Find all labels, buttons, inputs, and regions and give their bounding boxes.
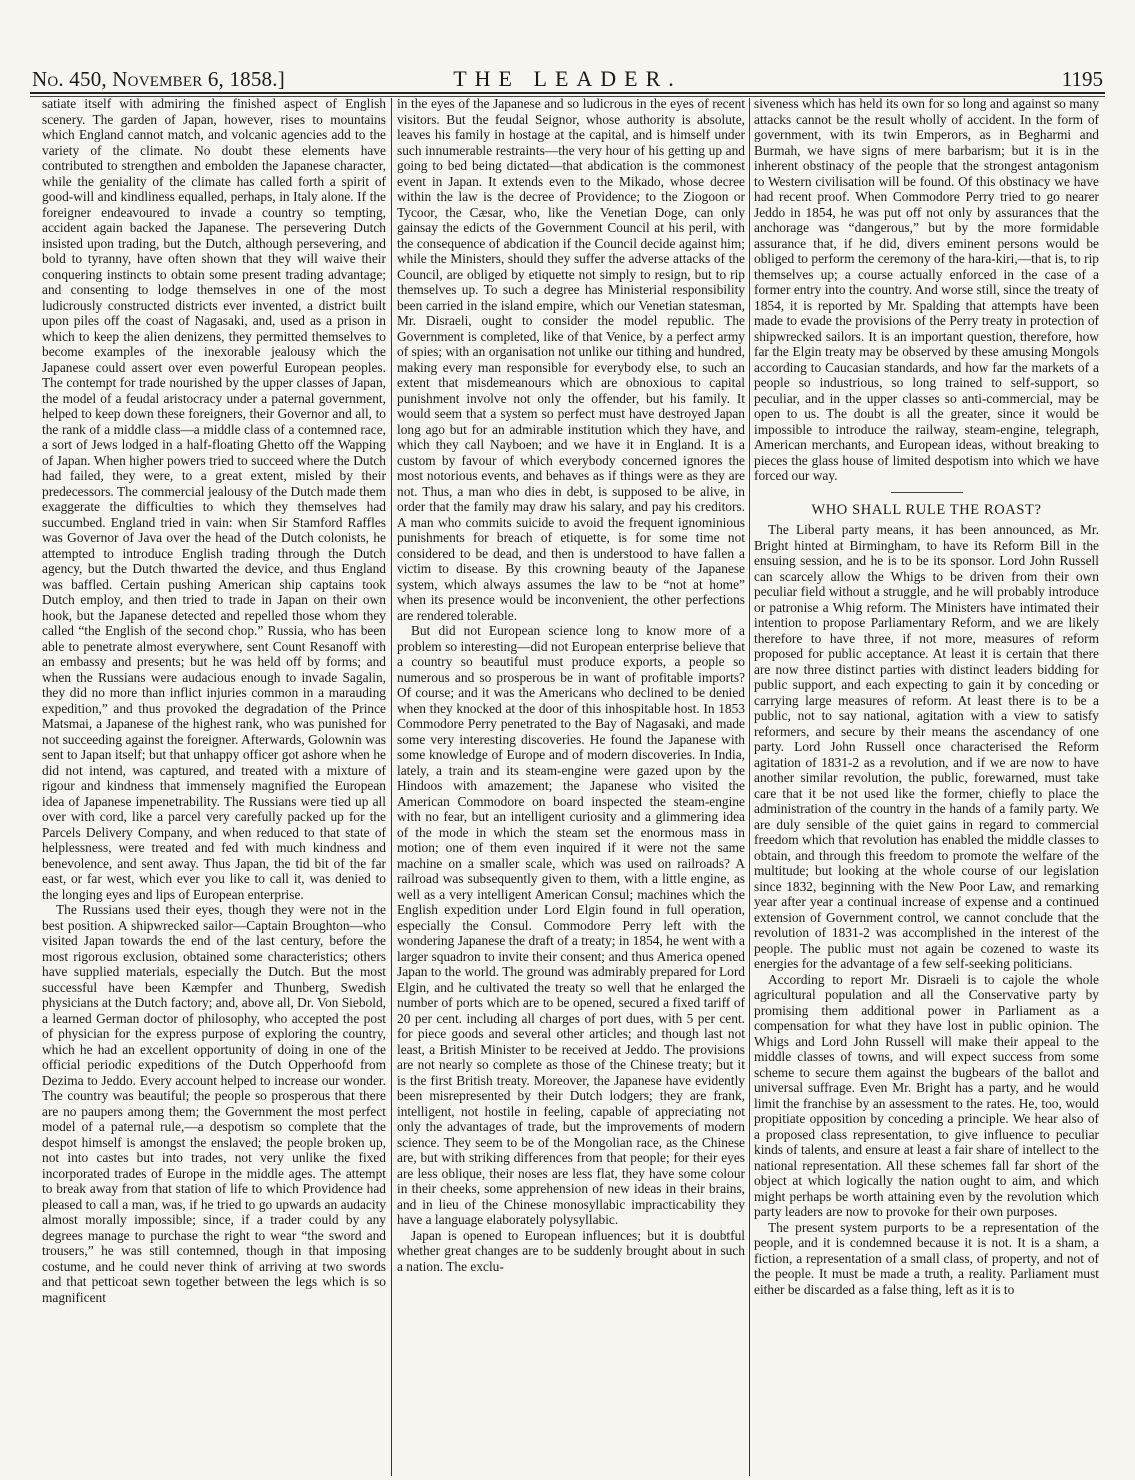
article-paragraph: The present system purports to be a representation of the people, and it is condemned because it is not. It is a sham, a fiction, a representation of a small class, of property, and not of the people. It must be made a truth, a reality. Parliament must either be discarded as a false thing, left as it is to	[754, 1219, 1099, 1297]
article-paragraph: Japan is opened to European influences; but it is doubtful whether great changes are to be suddenly brought about in such a nation. The exclu-	[397, 1227, 745, 1274]
article-paragraph: The Liberal party means, it has been announced, as Mr. Bright hinted at Birmingham, to have its Reform Bill in the ensuing session, and he is to be its sponsor. Lord John Russell can scarcely allow the Whigs to be driven from their own peculiar field without a struggle, and he will probably introduce or patronise a Whig reform. The Ministers have intimated their intention to propose Parliamentary Reform, and we are likely therefore to have three, if not more, measures of reform proposed for public acceptance. At least it is certain that there are now three distinct parties with distinct leaders bidding for public support, and each expecting to gain it by conceding or carrying large measures of reform. At least there is to be a public, not to say national, agitation with a view to satisfy reformers, and secure by their means the ascendancy of one party. Lord John Russell once characterised the Reform agitation of 1831-2 as a revolution, and if we are now to have another similar revolution, the public, forewarned, must take care that it be not used like the former, chiefly to place the administration of the country in the hands of a family party. We are duly sensible of the quiet gains in regard to commercial freedom which that revolution has enabled the middle classes to obtain, and through this freedom to promote the welfare of the multitude; but looking at the whole course of our legislation since 1832, beginning with the New Poor Law, and remarking year after year a continual increase of expense and a continued extension of Government control, we cannot conclude that the revolution of 1831-2 was accomplished in the interest of the people. The public must not again be cozened to waste its energies for the advantage of a few self-seeking politicians.	[754, 522, 1099, 971]
article-paragraph: But did not European science long to know more of a problem so interesting—did not European enterprise believe that a country so beautiful must produce exports, a people so numerous and so prosperous be in want of profitable imports? Of course; and it was the Americans who declined to be denied when they knocked at the door of this inhospitable host. In 1853 Commodore Perry penetrated to the Bay of Nagasaki, and made some very interesting discoveries. He found the Japanese with some knowledge of Europe and of modern discoveries. In India, lately, a train and its steam-engine were gazed upon by the Hindoos with amazement; the Japanese who visited the American Commodore on board inspected the steam-engine with no fear, but an intelligent curiosity and a glimmering idea of the mode in which the steam set the enormous mass in motion; one of them even inquired if it were not the same machine on a smaller scale, which was used on railroads? A railroad was subsequently given to them, with a little engine, as well as a very intelligent American Consul; machines which the English expedition under Lord Elgin found in full operation, especially the Consul. Commodore Perry left with the wondering Japanese the draft of a treaty; in 1854, he went with a larger squadron to invite their consent; and thus America opened Japan to the world. The ground was admirably prepared for Lord Elgin, and he cultivated the treaty so well that he enlarged the number of ports which are to be opened, secured a fixed tariff of 20 per cent. including all charges of port dues, with 5 per cent. for piece goods and several other articles; and though last not least, a British Minister to be received at Jeddo. The provisions are not nearly so complete as those of the Chinese treaty; but it is the first British treaty. Moreover, the Japanese have evidently been misrepresented by their Dutch lodgers; they are frank, intelligent, not hostile in feeling, capable of appreciating not only the advantages of trade, but the improvements of modern science. They seem to be of the Mongolian race, as the Chinese are, but with striking differences from that people; for their eyes are less oblique, their noses are less flat, they have some colour in their cheeks, some apprehension of new ideas in their brains, and in lieu of the Chinese monosyllabic impracticability they have a language elaborately polysyllabic.	[397, 623, 745, 1227]
article-paragraph: According to report Mr. Disraeli is to cajole the whole agricultural population and all the Conservative party by promising them additional power in Parliament as a compensation for what they have lost in public opinion. The Whigs and Lord John Russell will make their appeal to the middle classes of towns, and will expect success from some scheme to secure them against the bugbears of the ballot and universal suffrage. Even Mr. Bright has a party, and he would limit the franchise by an assessment to the rates. He, too, would propitiate opposition by conceding a principle. We hear also of a proposed class representation, to give influence to peculiar kinds of talents, and ensure at least a fair share of intellect to the national representation. All these schemes fall far short of the object at which logically the nation ought to aim, and which might perhaps be worth attaining even by the revolution which party leaders are now to provoke for their own purposes.	[754, 971, 1099, 1219]
article-paragraph: The Russians used their eyes, though they were not in the best position. A shipwrecked sailor—Captain Broughton—who visited Japan towards the end of the last century, before the most rigorous exclusion, obtained some characteristics; others have supplied materials, especially the Dutch. But the most successful have been Kæmpfer and Thunberg, Swedish physicians at the Dutch factory; and, above all, Dr. Von Siebold, a learned German doctor of philosophy, who accepted the post of physician for the express purpose of exploring the country, which he had an excellent opportunity of doing in one of the official periodic expeditions of the Dutch Opperhoofd from Dezima to Jeddo. Every account helped to increase our wonder. The country was beautiful; the people so prosperous that there are no paupers among them; the Government the most perfect model of a paternal rule,—a despotism so complete that the despot himself is amongst the enslaved; the people broken up, not into castes but into trades, not very unlike the fixed incorporated trades of Europe in the middle ages. The attempt to break away from that station of life to which Providence had pleased to call a man, was, if he tried to go upwards an audacity almost morally impossible; since, if a trader could by any degrees manage to purchase the right to wear “the sword and trousers,” he was still contemned, though in that imposing costume, and he could never think of arriving at two swords and that petticoat sewn together between the legs which is so magnificent	[42, 902, 386, 1305]
column-1	[42, 96, 386, 1478]
column-divider	[749, 98, 750, 1476]
column-2	[397, 96, 745, 1478]
section-heading: WHO SHALL RULE THE ROAST?	[811, 501, 1042, 518]
article-paragraph: satiate itself with admiring the finished aspect of English scenery. The garden of Japan, however, rises to mountains which England cannot match, and volcanic agencies add to the variety of the climate. No doubt these elements have contributed to strengthen and embolden the Japanese character, while the geniality of the climate has called forth a spirit of good-will and kindliness equalled, perhaps, in Italy alone. If the foreigner endeavoured to invade a country so tempting, accident again backed the Japanese. The persevering Dutch insisted upon trading, but the Dutch, although persevering, and bold to tyranny, have often shown that they will waive their conquering instincts to obtain some present trading advantage; and consenting to lodge themselves in one of the most ludicrously constructed districts ever invented, a district built upon piles off the coast of Nagasaki, and, used as a prison in which to keep the alien denizens, they permitted themselves to become examples of the inexorable jealousy which the Japanese could assert over even powerful European peoples. The contempt for trade nourished by the upper classes of Japan, the model of a feudal aristocracy under a paternal government, helped to keep down these foreigners, their Governor and all, to the rank of a middle class—a middle class of a contemned race, a sort of Jews lodged in a half-floating Ghetto off the Wapping of Japan. When higher powers tried to succeed where the Dutch had failed, they were, to a great extent, misled by their predecessors. The commercial jealousy of the Dutch made them exaggerate the difficulties to which they themselves had succumbed. England tried in vain: when Sir Stamford Raffles was Governor of Java over the head of the Dutch colonists, he attempted to introduce English trading through the Dutch agency, but the Dutch thwarted the device, and thus England was baffled. Certain pushing American ship captains took Dutch employ, and then tried to trade in Japan on their own hook, but the Japanese detected and repelled those whom they called “the English of the second chop.” Russia, who has been able to penetrate almost everywhere, sent Count Resanoff with an embassy and presents; but he was held off by forms; and when the Russians were audacious enough to invade Sagalin, they did no more than inflict injuries common in a marauding expedition,” and thus provoked the degradation of the Prince Matsmai, a Japanese of the highest rank, who was punished for not succeeding against the foreigner. Afterwards, Golownin was sent to Japan itself; but that unhappy officer got ashore when he did not intend, was captured, and treated with a mixture of rigour and kindness that immensely magnified the European idea of Japanese impenetrability. The Russians were tied up all over with cord, like a parcel very carefully packed up for the Parcels Delivery Company, and when reduced to that state of helplessness, were treated and fed with much kindness and benevolence, and sent away. Thus Japan, the tid bit of the far east, or far west, which ever you like to call it, was denied to the longing eyes and lips of European enterprise.	[42, 96, 386, 902]
section-divider	[891, 492, 963, 493]
newspaper-title: THE LEADER.	[453, 66, 682, 91]
column-3	[754, 96, 1099, 1478]
issue-line: No. 450, November 6, 1858.]	[32, 67, 285, 91]
header-rule	[30, 92, 1105, 94]
column-divider	[391, 98, 392, 1476]
page-number: 1195	[1061, 67, 1103, 91]
article-paragraph: siveness which has held its own for so long and against so many attacks cannot be the result wholly of accident. In the form of government, with its twin Emperors, as in Begharmi and Burmah, we have signs of mere barbarism; but it is in the inherent obstinacy of the people that the strongest antagonism to Western civilisation will be found. Of this obstinacy we have had recent proof. When Commodore Perry tried to go nearer Jeddo in 1854, he was put off not only by assurances that the anchorage was “dangerous,” but by the more formidable assurance that, if he did, divers eminent persons would be obliged to perform the ceremony of the hara-kiri,—that is, to rip themselves up; a course actually enforced in the case of a former entry into the country. And worse still, since the treaty of 1854, it is reported by Mr. Spalding that attempts have been made to evade the provisions of the Perry treaty in protection of shipwrecked sailors. It is an important question, therefore, how far the Elgin treaty may be observed by these amusing Mongols according to Caucasian standards, and how far the markets of a people so industrious, so long trained to self-support, so peculiar, and in the upper classes so anti-commercial, may be open to us. The doubt is all the greater, since it would be impossible to introduce the railway, steam-engine, telegraph, American merchants, and European ideas, without breaking to pieces the glass house of limited despotism into which we have forced our way.	[754, 96, 1099, 483]
article-paragraph: in the eyes of the Japanese and so ludicrous in the eyes of recent visitors. But the feudal Seignor, whose authority is absolute, leaves his family in hostage at the capital, and is himself under such innumerable restraints—the very hour of his getting up and going to bed being dictated—that abdication is the commonest event in Japan. It extends even to the Mikado, whose decree within the law is the decree of Providence; to the Ziogoon or Tycoor, the Cæsar, who, like the Venetian Doge, can only gainsay the edicts of the Government Council at his peril, with the consequence of abdication if the Council decide against him; while the Ministers, should they suffer the adverse attacks of the Council, are obliged by etiquette not simply to resign, but to rip themselves up. To such a degree has Ministerial responsibility been carried in the island empire, which our Venetian statesman, Mr. Disraeli, ought to consider the model republic. The Government is completed, like of that Venice, by a perfect army of spies; with an organisation not unlike our tithing and hundred, making every man responsible for everybody else, to such an extent that misdemeanours which are obnoxious to capital punishment involve not only the offender, but his family. It would seem that a system so perfect must have destroyed Japan long ago but for an admirable institution which they have, and which they call Nayboen; and we have it in England. It is a custom by favour of which everybody concerned ignores the most notorious events, and behaves as if things were as they are not. Thus, a man who dies in debt, is supposed to be alive, in order that the family may draw his salary, and pay his creditors. A man who commits suicide to avoid the frequent ignominious punishments for breach of etiquette, is for some time not considered to be dead, and then is understood to have fallen a victim to disease. By this crowning beauty of the Japanese system, which always assumes the law to be “not at home” when its presence would be inconvenient, the other perfections are rendered tolerable.	[397, 96, 745, 623]
